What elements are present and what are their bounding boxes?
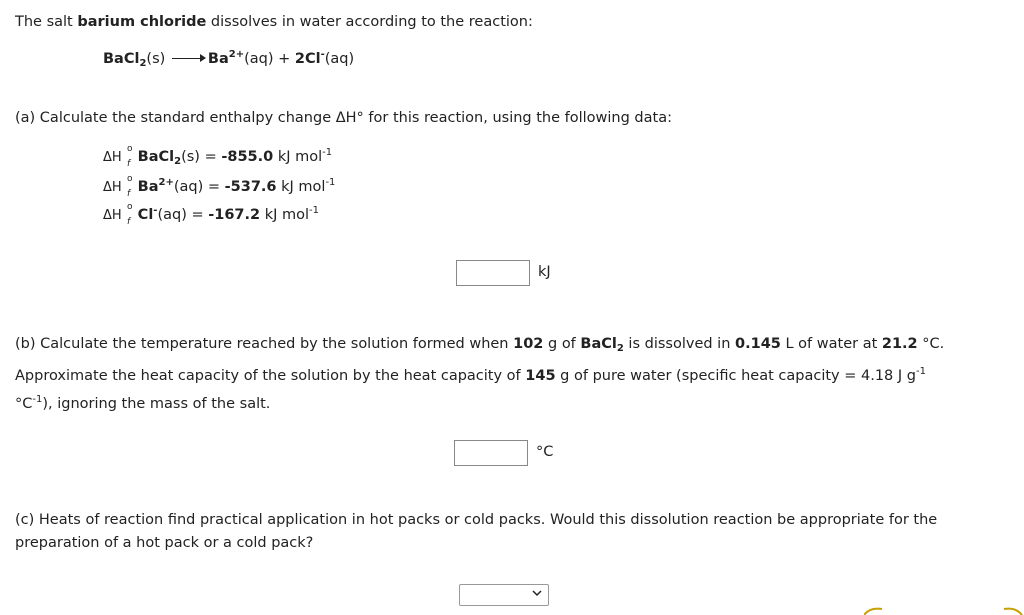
part-b-answer-unit: °C [536, 444, 554, 460]
species-state: (aq) [157, 207, 187, 223]
product2: 2Cl [294, 51, 321, 67]
species-label: Cl [137, 207, 154, 223]
species-charge: - [153, 205, 158, 216]
water-volume: 0.145 [735, 336, 781, 352]
part-b-text: ), ignoring the mass of the salt. [42, 396, 271, 412]
species-charge: 2+ [158, 177, 174, 188]
part-b-line2 [15, 368, 926, 384]
salt-mass: 102 [513, 336, 544, 352]
enthalpy-symbol: ΔH o f [103, 144, 133, 169]
product1-state: (aq) [244, 51, 274, 67]
unit-exponent: -1 [322, 147, 333, 158]
product1-charge: 2+ [228, 49, 245, 60]
enthalpy-unit: kJ mol [260, 207, 310, 223]
unit-exponent: -1 [309, 205, 320, 216]
part-c-dropdown[interactable] [459, 584, 549, 606]
product1: Ba [207, 51, 229, 67]
reaction-equation [103, 51, 354, 67]
unit-exponent: -1 [32, 394, 43, 405]
chevron-down-icon [532, 588, 542, 598]
enthalpy-row-clminus [103, 202, 320, 227]
initial-temperature: 21.2 [881, 336, 918, 352]
part-c-prompt: (c) Heats of reaction find practical application in hot packs or cold packs. Would this dissolution reaction be appropriate for the preparation of a hot pack or a cold pack? [15, 512, 938, 551]
water-mass: 145 [525, 368, 556, 384]
enthalpy-value: -855.0 [221, 149, 274, 165]
enthalpy-row-bacl2 [103, 144, 333, 169]
equals-sign: = [186, 207, 209, 223]
part-b-text: Approximate the heat capacity of the solution by the heat capacity of [15, 368, 526, 384]
part-b-line3 [15, 396, 270, 412]
reactant-subscript: 2 [139, 58, 147, 69]
species-state: (s) [181, 149, 200, 165]
enthalpy-unit: kJ mol [273, 149, 323, 165]
species-state: (aq) [173, 179, 204, 195]
enthalpy-symbol: ΔH o f [103, 174, 133, 199]
enthalpy-row-ba2plus [103, 174, 336, 199]
enthalpy-unit: kJ mol [276, 179, 326, 195]
product2-state: (aq) [324, 51, 355, 67]
salt-subscript: 2 [616, 343, 624, 354]
part-b-line1 [15, 336, 944, 352]
unit-exponent: -1 [915, 366, 926, 377]
equals-sign: = [203, 179, 225, 195]
species-label: Ba [137, 179, 159, 195]
reactant-state: (s) [146, 51, 166, 67]
species-label: BaCl [137, 149, 175, 165]
intro-text-end: dissolves in water according to the reaction: [206, 14, 533, 30]
part-a-prompt: (a) Calculate the standard enthalpy change ΔH° for this reaction, using the following data: [15, 110, 672, 126]
part-b-text: °C [15, 396, 33, 412]
part-b-text: L of water at [780, 336, 882, 352]
part-a-answer-unit: kJ [538, 264, 551, 280]
enthalpy-value: -537.6 [224, 179, 277, 195]
enthalpy-value: -167.2 [208, 207, 261, 223]
partial-navigation-icon [864, 607, 1024, 615]
part-b-text: g of pure water (specific heat capacity = 4.18 J g [555, 368, 916, 384]
salt-formula: BaCl [580, 336, 617, 352]
plus-sign: + [278, 51, 291, 67]
part-b-text: (b) Calculate the temperature reached by the solution formed when [15, 336, 514, 352]
species-subscript: 2 [174, 156, 182, 167]
part-b-answer-input[interactable] [454, 440, 528, 466]
reactant: BaCl [103, 51, 140, 67]
product2-charge: - [320, 49, 325, 60]
unit-exponent: -1 [325, 177, 336, 188]
part-b-text: °C. [917, 336, 945, 352]
reaction-arrow-icon [172, 54, 206, 64]
part-a-answer-input[interactable] [456, 260, 530, 286]
part-b-text: g of [543, 336, 581, 352]
equals-sign: = [199, 149, 222, 165]
part-b-text: is dissolved in [623, 336, 736, 352]
intro-text: The salt [15, 14, 78, 30]
salt-name: barium chloride [77, 14, 207, 30]
intro-line [15, 14, 533, 30]
enthalpy-symbol: ΔH o f [103, 202, 133, 227]
